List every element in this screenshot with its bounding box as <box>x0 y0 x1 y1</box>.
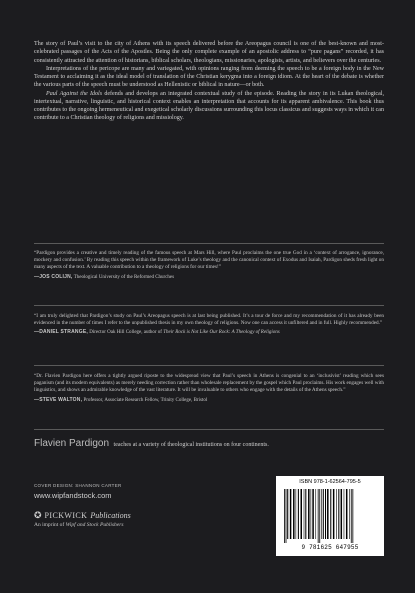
barcode-bar <box>344 489 345 539</box>
barcode-bar <box>286 489 287 543</box>
endorsement-attribution <box>34 329 384 336</box>
publisher-brand-suffix: Publications <box>90 511 131 520</box>
barcode-bar <box>323 489 324 539</box>
barcode <box>276 476 384 556</box>
endorser-name: —STEVE WALTON, <box>34 396 83 403</box>
barcode-bar <box>352 489 353 543</box>
barcode-bar <box>296 489 297 539</box>
description-paragraph-3 <box>34 90 384 123</box>
imprint-name: Wipf and Stock Publishers <box>65 522 124 528</box>
endorsement-attribution <box>34 397 384 404</box>
description-paragraph-3-text: defends and develops an integrated contextual study of the episode. Reading the story in its Lukan theological, intertextual, narrative, linguistic, and historical context enables an interpretation that accounts for its apparent ambivalence. This book thus contributes to the ongoing hermeneutical and exegetical scholarly discussions surrounding this locus classicus and suggests ways in which it can contribute to a Christian theology of religions and missiology. <box>34 90 384 122</box>
endorsement-quote: “I am truly delighted that Pardigon’s study on Paul’s Areopagus speech is at last being published. It’s a tour de force and my recommendation of it has already been evidenced in the number of times I refer to the unpublished thesis in my own theology of religions. Now one can access it unfiltered and in full. Highly recommended.” <box>34 313 384 327</box>
imprint-line <box>34 522 194 528</box>
barcode-bar <box>305 489 306 539</box>
endorser-name: —JOS COLIJN, <box>34 273 73 280</box>
barcode-bar <box>325 489 326 539</box>
barcode-bar <box>298 489 299 539</box>
book-description <box>34 40 384 123</box>
endorsement <box>34 313 384 337</box>
barcode-bar <box>321 489 322 539</box>
endorser-name: —DANIEL STRANGE, <box>34 329 88 336</box>
barcode-bar <box>351 489 352 543</box>
isbn-label: ISBN 978-1-62564-795-5 <box>299 479 361 485</box>
barcode-bar <box>312 489 314 539</box>
publisher-brand: PICKWICK <box>44 511 88 520</box>
author-name: Flavien Pardigon <box>34 438 110 449</box>
cover-design-credit: COVER DESIGN: SHANNON CARTER <box>34 483 122 488</box>
barcode-bar <box>333 489 335 539</box>
publisher-website: www.wipfandstock.com <box>34 491 112 500</box>
description-paragraph-1: The story of Paul’s visit to the city of Athens with its speech delivered before the Areopagus council is one of the best-known and most-celebrated passages of the Acts of the Apostles. Being the only complete example of an apostolic address to “pure pagans” recorded, it has consistently attracted the attention of historians, biblical scholars, theologians, missionaries, apologists, artists, and believers over the centuries. <box>34 41 384 64</box>
barcode-bar <box>304 489 305 539</box>
barcode-bar <box>315 489 316 539</box>
barcode-bar <box>293 489 295 539</box>
imprint-prefix: An imprint of <box>34 522 66 528</box>
publisher-imprint <box>34 510 194 528</box>
endorsement <box>34 250 384 281</box>
publisher-logo <box>34 510 194 521</box>
barcode-bar <box>336 489 337 539</box>
barcode-bar <box>330 489 331 539</box>
barcode-bar <box>318 489 319 543</box>
endorser-affiliation: Director Oak Hill College, author of <box>87 330 164 336</box>
author-bio-text: teaches at a variety of theological institutions on four continents. <box>113 442 269 448</box>
author-bio <box>34 438 384 449</box>
barcode-bar <box>346 489 348 539</box>
barcode-bar <box>308 489 310 539</box>
barcode-bar <box>301 489 303 539</box>
barcode-bar <box>341 489 343 539</box>
barcode-bar <box>287 489 288 539</box>
divider <box>34 429 384 430</box>
barcode-number: 9 781625 647955 <box>301 544 359 551</box>
endorser-book-title: Their Rock is Not Like Our Rock: A Theology of Religions <box>163 330 280 336</box>
divider <box>34 305 384 306</box>
barcode-bar <box>338 489 339 539</box>
endorsement <box>34 373 384 404</box>
barcode-bar <box>327 489 329 539</box>
barcode-bar <box>311 489 312 539</box>
barcode-bar <box>290 489 292 539</box>
endorsement-quote: “Pardigon provides a creative and timely reading of the famous speech at Mars Hill, where Paul proclaims the one true God in a ‘context of arrogance, ignorance, mockery and confusion.’ By reading this speech within the framework of Luke’s theology and the canonical context of Exodus and Isaiah, Pardigon sheds fresh light on many aspects of the text. A valuable contribution to a theology of religions for our times!” <box>34 250 384 271</box>
description-paragraph-2: Interpretations of the pericope are many and variegated, with opinions ranging from deeming the speech to be a foreign body in the New Testament to acclaiming it as the ideal model of translation of the Christian kerygma into a foreign idiom. At the heart of the debate is whether the various parts of the speech must be understood as Hellenistic or biblical in nature—or both. <box>34 65 384 89</box>
endorsement-quote: “Dr. Flavien Pardigon here offers a tightly argued riposte to the widespread view that Paul’s speech in Athens is congenial to an ‘inclusivist’ reading which sees paganism (and its modern equivalents) as merely needing correction rather than wholesale replacement by the gospel which Paul proclaims. His work engages well with linguistics, and shows an admirable knowledge of the vast literature. It will be invaluable to others who engage with the details of the Athens speech.” <box>34 373 384 394</box>
barcode-bar <box>349 489 350 539</box>
barcode-bar <box>284 489 285 543</box>
book-title: Paul Against the Idols <box>46 90 103 97</box>
endorsement-attribution <box>34 274 384 281</box>
divider <box>34 365 384 366</box>
barcode-bar <box>319 489 320 543</box>
barcode-bars <box>282 489 378 543</box>
pickwick-logo-icon: ✪ <box>34 510 42 520</box>
endorser-affiliation: Professor, Associate Research Fellow, Trinity College, Bristol <box>82 397 208 403</box>
endorser-affiliation: Theological University of the Reformed Churches <box>72 274 175 280</box>
divider <box>34 243 384 244</box>
